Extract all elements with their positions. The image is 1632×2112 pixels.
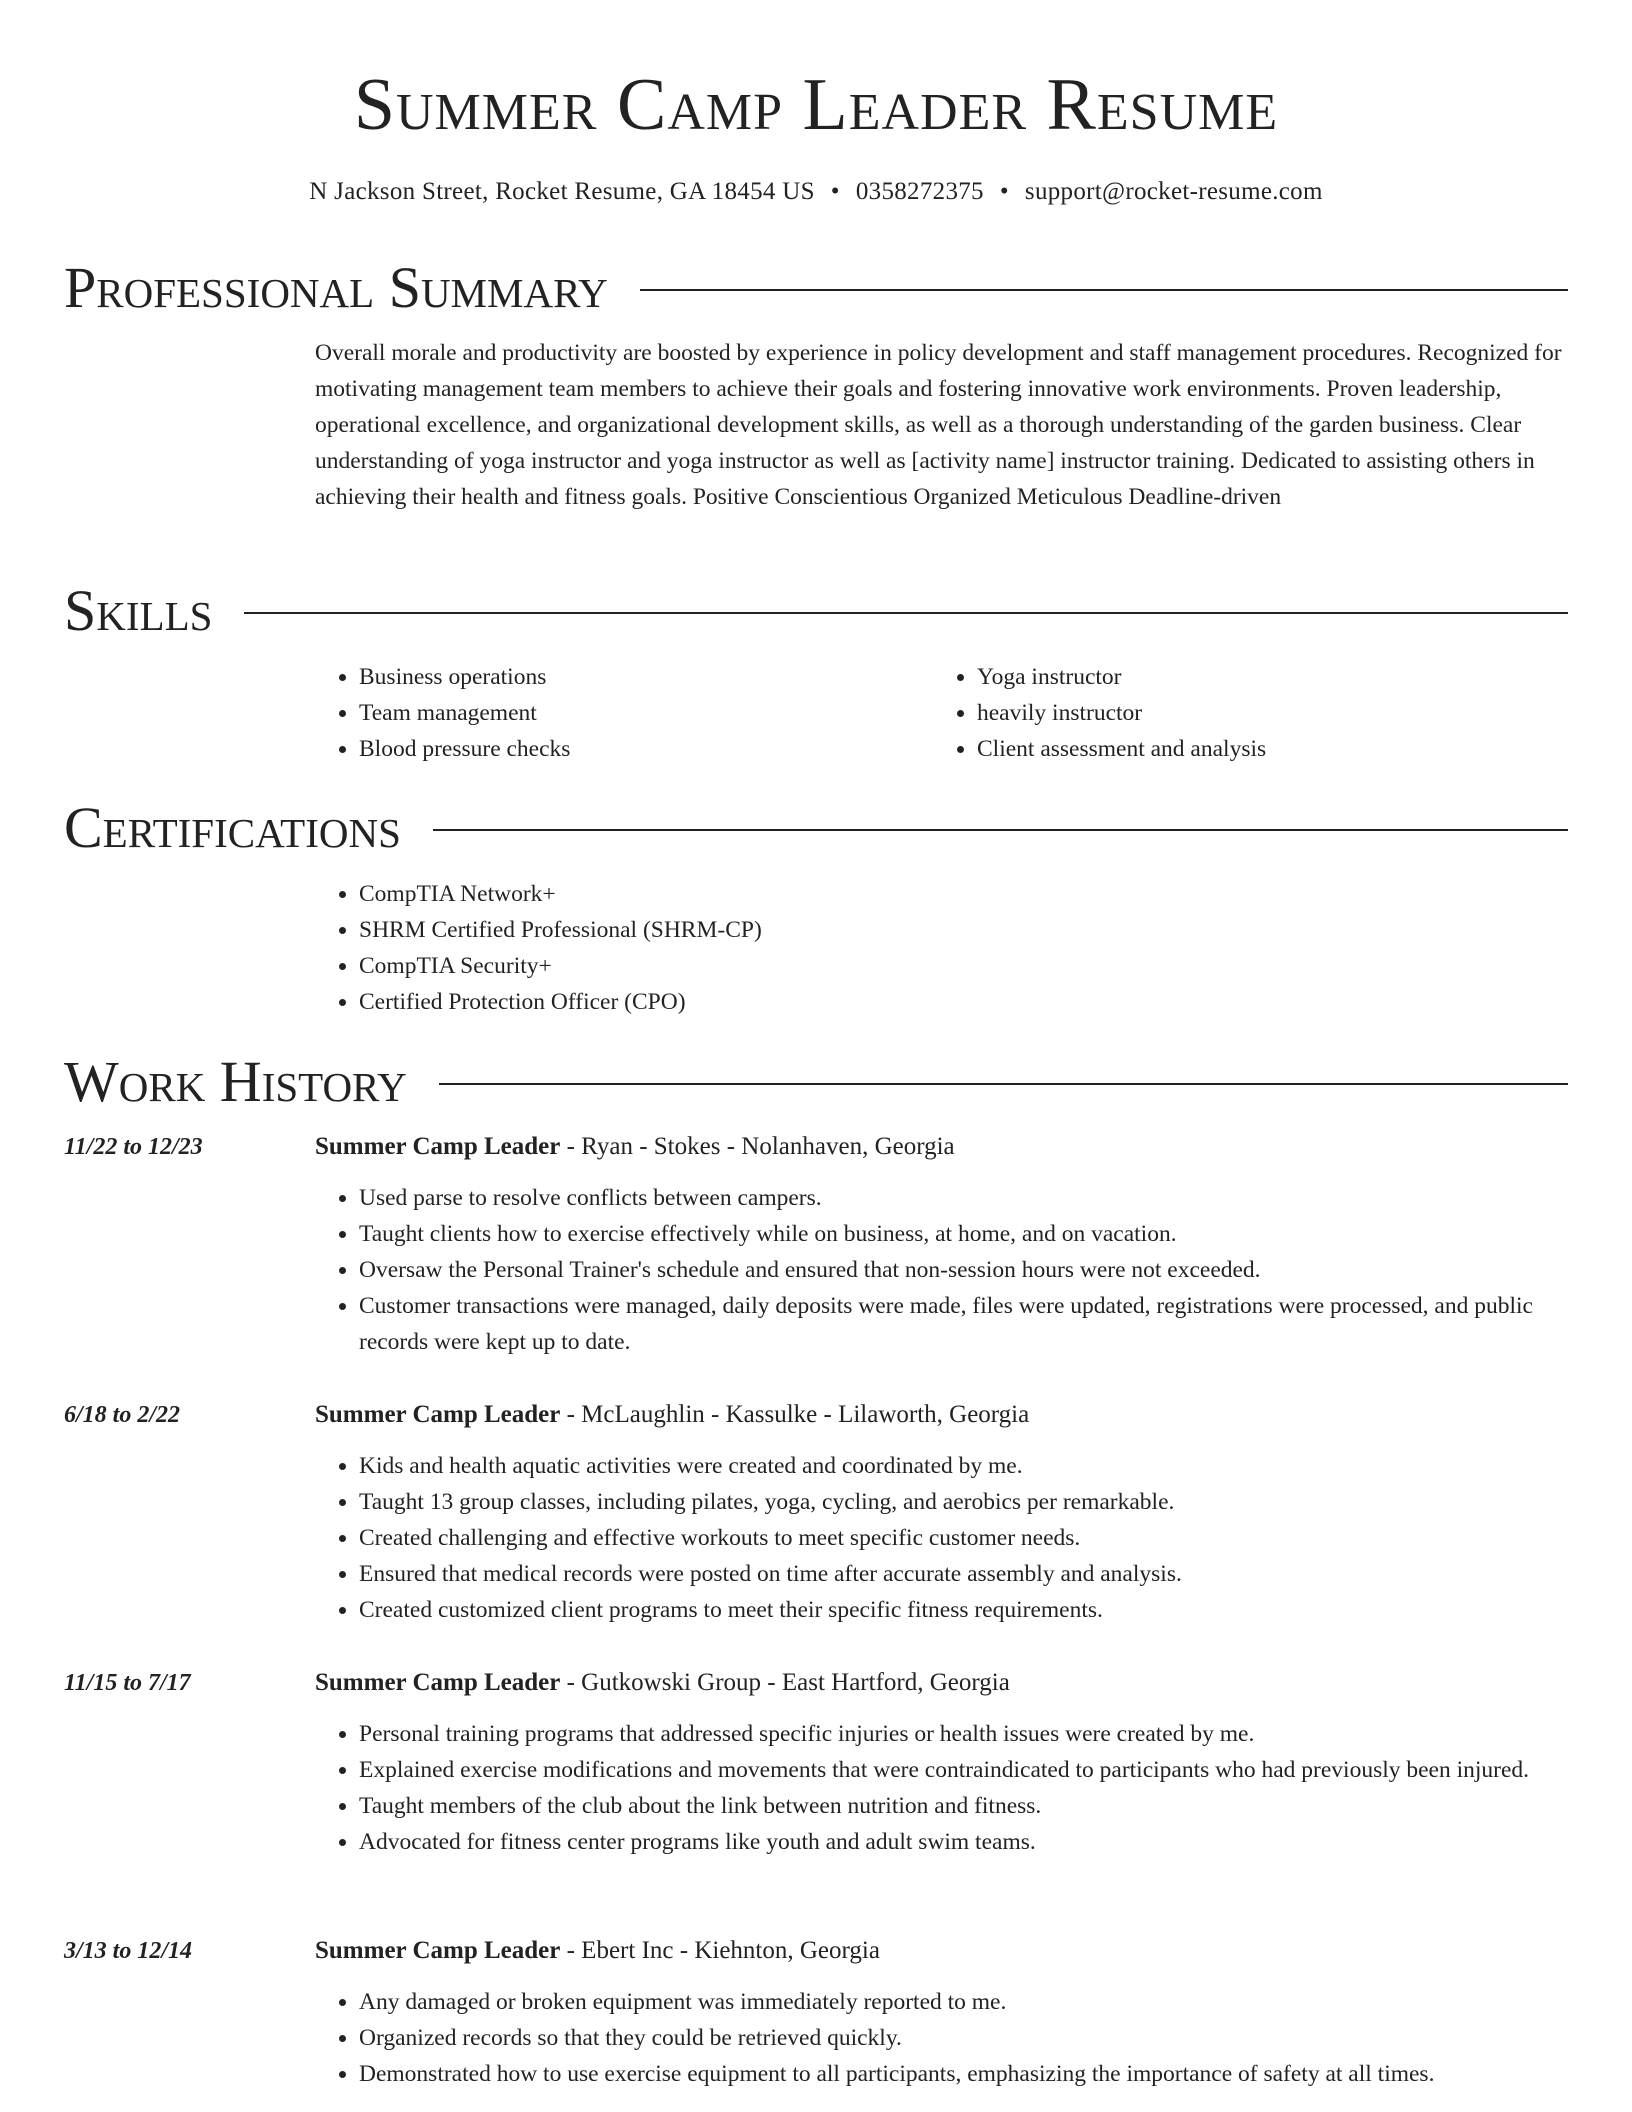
job-employer-location: - Ebert Inc - Kiehnton, Georgia: [560, 1937, 880, 1964]
job-dates: 3/13 to 12/14: [64, 1938, 193, 1964]
job-role: Summer Camp Leader: [315, 1133, 561, 1160]
skill-item: • heavily instructor: [977, 695, 1551, 731]
certifications-section-header: [64, 793, 1568, 863]
skills-list-left: [315, 659, 933, 767]
job-bullets: [315, 1984, 1568, 2092]
job-bullet: • Customer transactions were managed, daily deposits were made, files were updated, registrations were processed, and public records were kept up to date.: [359, 1288, 1568, 1360]
job-employer-location: - Ryan - Stokes - Nolanhaven, Georgia: [560, 1133, 955, 1160]
job-bullet-list: [315, 1180, 1568, 1360]
skills-heading: Skills: [64, 578, 213, 643]
job-bullets: [315, 1448, 1568, 1628]
job-bullet: • Taught members of the club about the link between nutrition and fitness.: [359, 1788, 1568, 1824]
summary-section-header: [64, 253, 1568, 323]
job-bullet-list: [315, 1448, 1568, 1628]
job-dates: 6/18 to 2/22: [64, 1402, 181, 1428]
job-bullets: [315, 1180, 1568, 1360]
skills-columns: [315, 659, 1568, 767]
certifications-list: [315, 876, 1568, 1020]
summary-heading: Professional Summary: [64, 255, 608, 320]
job-bullet-list: [315, 1984, 1568, 2092]
job-bullet: • Personal training programs that addressed specific injuries or health issues were created by me.: [359, 1716, 1568, 1752]
job-bullet: • Any damaged or broken equipment was immediately reported to me.: [359, 1984, 1568, 2020]
job-role: Summer Camp Leader: [315, 1401, 561, 1428]
job-dates: 11/22 to 12/23: [64, 1134, 203, 1160]
contact-line: [0, 175, 1632, 209]
job-bullet: • Created customized client programs to meet their specific fitness requirements.: [359, 1592, 1568, 1628]
job-bullet: • Ensured that medical records were posted on time after accurate assembly and analysis.: [359, 1556, 1568, 1592]
skill-item: • Client assessment and analysis: [977, 731, 1551, 767]
contact-separator: •: [830, 178, 840, 205]
work-history-section-header: [64, 1047, 1568, 1117]
job-bullet: • Oversaw the Personal Trainer's schedule and ensured that non-session hours were not exceeded.: [359, 1252, 1568, 1288]
section-divider: [244, 612, 1568, 614]
skills-section-header: [64, 576, 1568, 646]
job-bullet: • Demonstrated how to use exercise equipment to all participants, emphasizing the importance of safety at all times.: [359, 2056, 1568, 2092]
certification-item: • SHRM Certified Professional (SHRM-CP): [359, 912, 1568, 948]
job-role: Summer Camp Leader: [315, 1669, 561, 1696]
skill-item: • Business operations: [359, 659, 933, 695]
section-divider: [640, 289, 1568, 291]
job-heading: [315, 1665, 1010, 1701]
certification-item: • CompTIA Security+: [359, 948, 1568, 984]
job-bullet: • Created challenging and effective workouts to meet specific customer needs.: [359, 1520, 1568, 1556]
job-bullet: • Advocated for fitness center programs like youth and adult swim teams.: [359, 1824, 1568, 1860]
skills-list-right: [933, 659, 1551, 767]
job-heading: [315, 1397, 1029, 1433]
job-dates: 11/15 to 7/17: [64, 1670, 191, 1696]
job-role: Summer Camp Leader: [315, 1937, 561, 1964]
section-divider: [439, 1083, 1568, 1085]
job-bullet: • Kids and health aquatic activities were created and coordinated by me.: [359, 1448, 1568, 1484]
job-heading: [315, 1933, 880, 1969]
job-bullet: • Organized records so that they could be retrieved quickly.: [359, 2020, 1568, 2056]
job-employer-location: - McLaughlin - Kassulke - Lilaworth, Georgia: [560, 1401, 1030, 1428]
skills-column-left: [315, 659, 933, 767]
section-divider: [433, 829, 1568, 831]
contact-separator: •: [999, 178, 1009, 205]
summary-text: Overall morale and productivity are boosted by experience in policy development and staff management procedures. Recognized for motivating management team members to achieve their goals and fostering innovative work environments. Proven leadership, operational excellence, and organizational development skills, as well as a thorough understanding of the garden business. Clear understanding of yoga instructor and yoga instructor as well as [activity name] instructor training. Dedicated to assisting others in achieving their health and fitness goals. Positive Conscientious Organized Meticulous Deadline-driven: [315, 340, 1562, 510]
skill-item: • Yoga instructor: [977, 659, 1551, 695]
job-bullet: • Explained exercise modifications and movements that were contraindicated to participants who had previously been injured.: [359, 1752, 1568, 1788]
certification-item: • CompTIA Network+: [359, 876, 1568, 912]
work-history-heading: Work History: [64, 1049, 407, 1114]
certifications-heading: Certifications: [64, 795, 401, 860]
job-bullet: • Taught clients how to exercise effectively while on business, at home, and on vacation.: [359, 1216, 1568, 1252]
job-bullet: • Used parse to resolve conflicts between campers.: [359, 1180, 1568, 1216]
job-heading: [315, 1129, 955, 1165]
job-bullets: [315, 1716, 1568, 1860]
resume-title: Summer Camp Leader Resume: [353, 64, 1279, 146]
skills-column-right: [933, 659, 1551, 767]
job-bullet: • Taught 13 group classes, including pilates, yoga, cycling, and aerobics per remarkable.: [359, 1484, 1568, 1520]
certifications-bullets: [315, 876, 1568, 1020]
skill-item: • Team management: [359, 695, 933, 731]
job-bullet-list: [315, 1716, 1568, 1860]
certification-item: • Certified Protection Officer (CPO): [359, 984, 1568, 1020]
contact-email: support@rocket-resume.com: [1024, 178, 1323, 205]
contact-phone: 0358272375: [855, 178, 984, 205]
contact-address: N Jackson Street, Rocket Resume, GA 18454 US: [309, 178, 815, 205]
job-employer-location: - Gutkowski Group - East Hartford, Georgia: [560, 1669, 1010, 1696]
skill-item: • Blood pressure checks: [359, 731, 933, 767]
